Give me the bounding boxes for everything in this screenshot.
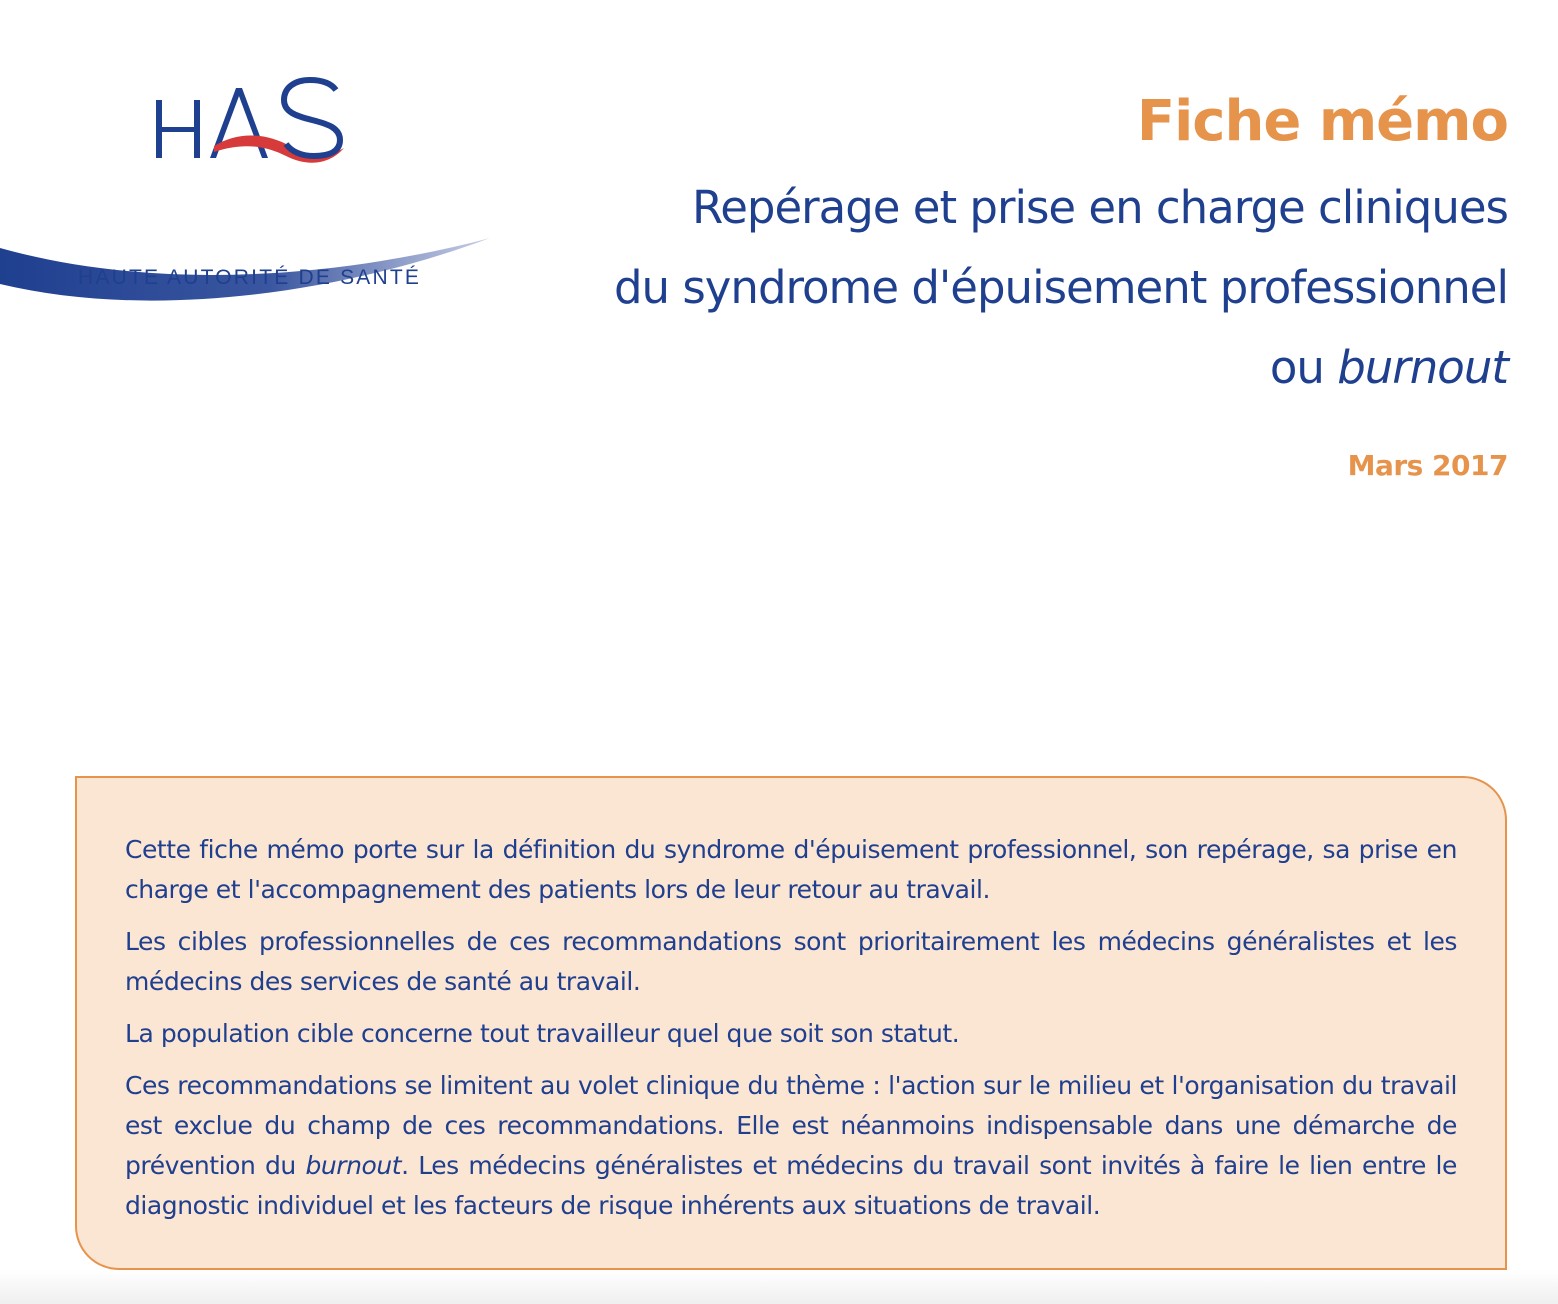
- document-title: [528, 168, 1508, 408]
- title-line-3-emphasis: burnout: [1337, 341, 1508, 394]
- intro-paragraph-3: La population cible concerne tout travailleur quel que soit son statut.: [125, 1019, 960, 1048]
- intro-paragraph-4-emphasis: burnout: [305, 1151, 402, 1180]
- title-line-3: [528, 328, 1508, 408]
- publication-date: Mars 2017: [1347, 449, 1508, 482]
- intro-paragraph-4-part-2: . Les médecins généralistes et médecins du travail sont invités à faire le lien entre le diagnostic individuel et les facteurs de risque inhérents aux situations de travail.: [125, 1151, 1457, 1220]
- intro-box: [75, 776, 1507, 1270]
- title-line-1: Repérage et prise en charge cliniques: [691, 181, 1508, 234]
- logo-organization-name: HAUTE AUTORITÉ DE SANTÉ: [78, 266, 422, 289]
- document-type-label: Fiche mémo: [1136, 89, 1508, 154]
- title-line-3-prefix: ou: [1269, 341, 1338, 394]
- intro-paragraph-2: Les cibles professionnelles de ces recommandations sont prioritairement les médecins généralistes et les médecins des services de santé au travail.: [125, 927, 1457, 996]
- page-bottom-edge: [0, 1270, 1558, 1304]
- title-block: [528, 82, 1508, 486]
- intro-paragraph-4-part-1: Ces recommandations se limitent au volet clinique du thème : l'action sur le milieu et l'organisation du travail est exclue du champ de ces recommandations. Elle est néanmoins indispensable dans une démarche de prévention du: [125, 1071, 1457, 1180]
- intro-paragraph-4: [125, 1066, 1457, 1226]
- title-line-2: du syndrome d'épuisement professionnel: [613, 261, 1508, 314]
- has-logo: [0, 70, 500, 320]
- intro-paragraph-1: Cette fiche mémo porte sur la définition du syndrome d'épuisement professionnel, son repérage, sa prise en charge et l'accompagnement des patients lors de leur retour au travail.: [125, 835, 1457, 904]
